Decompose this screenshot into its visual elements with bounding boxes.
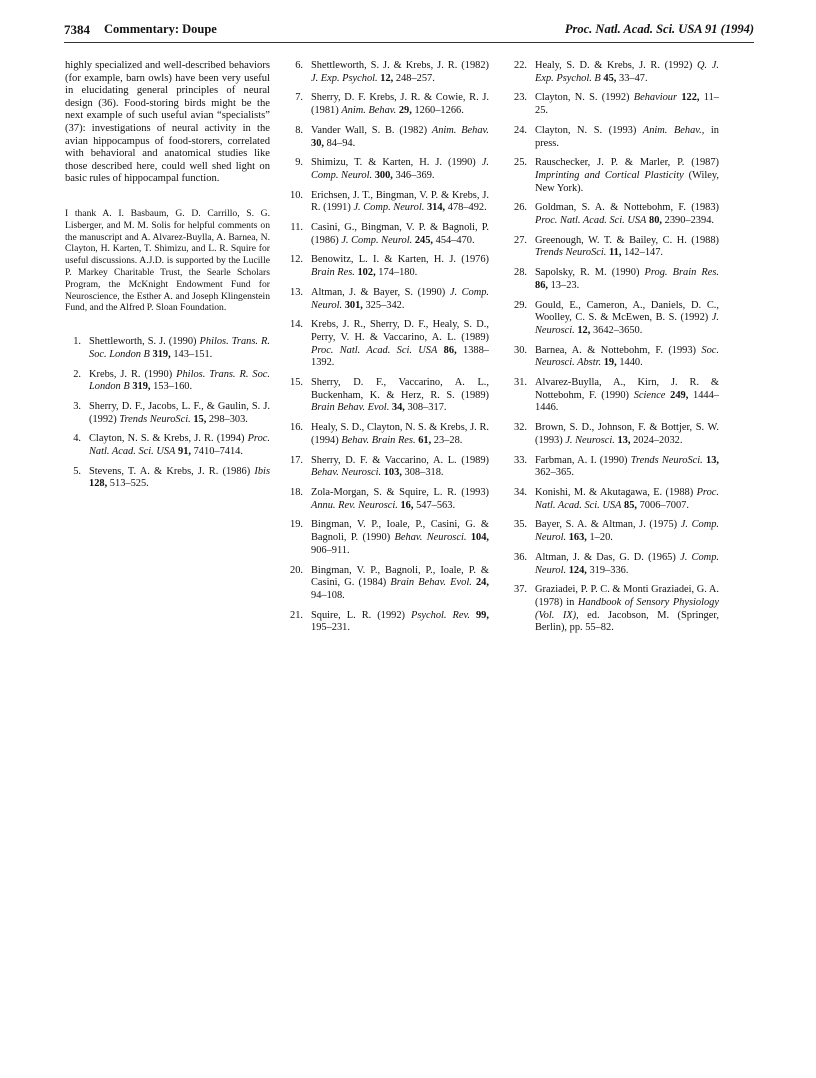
reference-pages: 1440. xyxy=(619,357,643,369)
reference-volume: 102, xyxy=(357,267,376,279)
reference-journal: Proc. Natl. Acad. Sci. USA xyxy=(535,486,719,511)
reference-authors: Krebs, J. R., Sherry, D. F., Healy, S. D., Perry, V. H. & Vaccarino, A. L. (1989) xyxy=(311,319,489,343)
reference-pages: 325–342. xyxy=(365,299,405,311)
reference-number: 10. xyxy=(290,189,303,201)
reference-item xyxy=(511,584,719,635)
reference-volume: 301, xyxy=(344,299,363,311)
reference-item xyxy=(287,610,489,635)
reference-item xyxy=(287,319,489,370)
reference-pages: 1260–1266. xyxy=(414,105,464,117)
reference-pages: 308–317. xyxy=(407,402,447,414)
reference-journal: Anim. Behav., xyxy=(642,124,705,136)
reference-authors: Barnea, A. & Nottebohm, F. (1993) xyxy=(535,344,697,356)
reference-item xyxy=(287,254,489,279)
column-1 xyxy=(65,60,270,498)
reference-volume: 91, xyxy=(178,446,191,458)
reference-authors: Bayer, S. A. & Altman, J. (1975) xyxy=(535,519,678,531)
reference-authors: Clayton, N. S. (1992) xyxy=(535,92,630,104)
reference-pages: (Wiley, New York). xyxy=(535,169,719,194)
reference-volume: 16, xyxy=(400,499,414,511)
reference-journal: Imprinting and Cortical Plasticity xyxy=(535,169,684,181)
page-number: 7384 xyxy=(64,22,90,37)
reference-number: 21. xyxy=(290,609,303,621)
reference-pages: 1444–1446. xyxy=(535,389,719,414)
reference-journal: Proc. Natl. Acad. Sci. USA xyxy=(535,215,647,227)
reference-item xyxy=(287,92,489,117)
reference-volume: 124, xyxy=(568,564,587,576)
reference-pages: 547–563. xyxy=(416,499,456,511)
reference-journal: J. Comp. Neurol. xyxy=(535,551,719,576)
reference-authors: Sherry, D. F., Jacobs, L. F., & Gaulin, S. J. (1992) xyxy=(89,400,270,425)
reference-pages: 195–231. xyxy=(311,622,350,634)
reference-item xyxy=(65,336,270,361)
reference-authors: Zola-Morgan, S. & Squire, L. R. (1993) xyxy=(311,486,489,498)
reference-item xyxy=(511,345,719,370)
reference-volume: 13, xyxy=(617,434,631,446)
reference-number: 29. xyxy=(514,299,527,311)
reference-number: 23. xyxy=(514,92,527,104)
reference-journal: Trends NeuroSci. xyxy=(119,413,191,425)
reference-pages: 143–151. xyxy=(173,348,213,360)
reference-volume: 15, xyxy=(193,413,207,425)
reference-item xyxy=(287,190,489,215)
reference-pages: 11–25. xyxy=(535,92,719,117)
journal-citation: Proc. Natl. Acad. Sci. USA 91 (1994) xyxy=(564,22,754,36)
reference-pages: 1388–1392. xyxy=(311,344,489,369)
reference-authors: Konishi, M. & Akutagawa, E. (1988) xyxy=(535,486,694,498)
reference-volume: 163, xyxy=(568,532,587,544)
reference-item xyxy=(287,125,489,150)
reference-volume: 103, xyxy=(383,467,402,479)
reference-authors: Graziadei, P. P. C. & Monti Graziadei, G. A. (1978) in xyxy=(535,584,719,608)
reference-journal: Proc. Natl. Acad. Sci. USA xyxy=(311,344,438,356)
reference-journal: J. Comp. Neurol. xyxy=(311,157,489,181)
reference-item xyxy=(511,519,719,544)
reference-volume: 24, xyxy=(475,577,489,589)
reference-pages: 248–257. xyxy=(395,72,435,84)
reference-pages: 153–160. xyxy=(153,381,193,393)
reference-journal: Science xyxy=(633,389,666,401)
reference-pages: 33–47. xyxy=(619,72,648,84)
reference-authors: Sherry, D. F. & Vaccarino, A. L. (1989) xyxy=(311,454,489,466)
reference-journal: J. Comp. Neurol. xyxy=(535,519,719,544)
reference-journal: J. Comp. Neurol. xyxy=(341,234,413,246)
reference-item xyxy=(287,487,489,512)
reference-volume: 29, xyxy=(398,105,412,117)
reference-item xyxy=(511,377,719,415)
reference-volume: 319, xyxy=(132,381,151,393)
reference-pages: 3642–3650. xyxy=(592,324,643,336)
reference-authors: Sherry, D. F., Vaccarino, A. L., Buckenham, K. & Herz, R. S. (1989) xyxy=(311,377,489,401)
page-header xyxy=(64,22,754,43)
reference-number: 3. xyxy=(73,400,81,412)
reference-journal: J. Exp. Psychol. xyxy=(311,72,378,84)
reference-authors: Healy, S. D. & Krebs, J. R. (1992) xyxy=(535,60,693,71)
reference-pages: 2390–2394. xyxy=(664,215,714,227)
reference-authors: Shimizu, T. & Karten, H. J. (1990) xyxy=(311,157,476,169)
reference-volume: 12, xyxy=(380,72,394,84)
reference-journal: Soc. Neurosci. Abstr. xyxy=(535,344,719,369)
reference-item xyxy=(65,401,270,426)
reference-authors: Bingman, V. P., Ioale, P., Casini, G. & Bagnoli, P. (1990) xyxy=(311,519,489,544)
reference-journal: Trends NeuroSci. xyxy=(535,247,607,259)
reference-number: 15. xyxy=(290,377,303,389)
reference-authors: Rauschecker, J. P. & Marler, P. (1987) xyxy=(535,157,719,169)
reference-volume: 319, xyxy=(152,348,171,360)
reference-pages: 7006–7007. xyxy=(639,499,689,511)
reference-item xyxy=(511,267,719,292)
reference-authors: Alvarez-Buylla, A., Kirn, J. R. & Nottebohm, F. (1990) xyxy=(535,377,719,401)
reference-authors: Brown, S. D., Johnson, F. & Bottjer, S. W. (1993) xyxy=(535,422,719,446)
reference-authors: Benowitz, L. I. & Karten, H. J. (1976) xyxy=(311,254,489,266)
reference-volume: 99, xyxy=(475,609,489,621)
reference-journal: Proc. Natl. Acad. Sci. USA xyxy=(89,433,270,458)
reference-journal: Philos. Trans. R. Soc. London B xyxy=(89,336,270,360)
reference-item xyxy=(287,60,489,85)
reference-item xyxy=(287,519,489,557)
reference-journal: Ibis xyxy=(254,465,270,477)
reference-authors: Squire, L. R. (1992) xyxy=(311,609,405,621)
reference-number: 34. xyxy=(514,486,527,498)
reference-volume: 86, xyxy=(443,344,457,356)
reference-number: 37. xyxy=(514,584,527,596)
reference-journal: Philos. Trans. R. Soc. London B xyxy=(89,368,270,393)
reference-volume: 34, xyxy=(391,402,405,414)
reference-pages: 513–525. xyxy=(109,478,149,490)
reference-number: 12. xyxy=(290,254,303,266)
reference-authors: Goldman, S. A. & Nottebohm, F. (1983) xyxy=(535,202,719,214)
reference-journal: Prog. Brain Res. xyxy=(644,267,719,279)
reference-journal: Brain Res. xyxy=(311,267,355,279)
reference-journal: Psychol. Rev. xyxy=(411,609,470,621)
reference-journal: Brain Behav. Evol. xyxy=(311,402,390,414)
reference-authors: Greenough, W. T. & Bailey, C. H. (1988) xyxy=(535,234,719,246)
reference-volume: 30, xyxy=(311,137,324,149)
reference-number: 4. xyxy=(73,433,81,445)
reference-pages: 94–108. xyxy=(311,589,345,601)
reference-number: 28. xyxy=(514,267,527,279)
reference-item xyxy=(287,377,489,415)
column-2 xyxy=(287,60,489,642)
reference-item xyxy=(511,202,719,227)
reference-item xyxy=(287,455,489,480)
reference-volume: 85, xyxy=(624,499,637,511)
reference-volume: 128, xyxy=(89,478,108,490)
reference-number: 32. xyxy=(514,422,527,434)
reference-volume: 45, xyxy=(603,72,617,84)
reference-journal: Behaviour xyxy=(633,92,678,104)
reference-item xyxy=(65,369,270,394)
reference-item xyxy=(287,422,489,447)
reference-number: 33. xyxy=(514,454,527,466)
reference-item xyxy=(511,235,719,260)
reference-number: 5. xyxy=(73,465,81,477)
reference-number: 26. xyxy=(514,202,527,214)
reference-authors: Stevens, T. A. & Krebs, J. R. (1986) xyxy=(89,465,251,477)
reference-volume: 314, xyxy=(426,202,446,214)
reference-authors: Clayton, N. S. & Krebs, J. R. (1994) xyxy=(89,433,245,445)
reference-journal: Brain Behav. Evol. xyxy=(390,577,472,589)
reference-number: 27. xyxy=(514,234,527,246)
reference-authors: Casini, G., Bingman, V. P. & Bagnoli, P. (1986) xyxy=(311,222,489,246)
reference-volume: 11, xyxy=(609,247,622,259)
reference-journal: J. Neurosci. xyxy=(535,312,719,336)
reference-pages: 174–180. xyxy=(378,267,418,279)
reference-number: 8. xyxy=(295,124,303,136)
reference-authors: Bingman, V. P., Bagnoli, P., Ioale, P. & Casini, G. (1984) xyxy=(311,564,489,589)
reference-journal: J. Neurosci. xyxy=(565,434,615,446)
reference-volume: 19, xyxy=(603,357,617,369)
reference-journal: Handbook of Sensory Physiology (Vol. IX), xyxy=(535,596,719,621)
reference-item xyxy=(511,125,719,150)
reference-number: 20. xyxy=(290,564,303,576)
reference-authors: Altman, J. & Das, G. D. (1965) xyxy=(535,551,676,563)
reference-number: 18. xyxy=(290,486,303,498)
reference-number: 14. xyxy=(290,319,303,331)
reference-journal: Trends NeuroSci. xyxy=(630,454,703,466)
reference-authors: Sherry, D. F. Krebs, J. R. & Cowie, R. J. (1981) xyxy=(311,92,489,117)
reference-journal: Behav. Brain Res. xyxy=(341,434,416,446)
reference-item xyxy=(511,157,719,195)
reference-journal: Anim. Behav. xyxy=(341,105,397,117)
reference-pages: 308–318. xyxy=(404,467,444,479)
reference-pages: 346–369. xyxy=(395,169,435,181)
reference-authors: Krebs, J. R. (1990) xyxy=(89,368,173,380)
reference-item xyxy=(511,487,719,512)
reference-pages: 23–28. xyxy=(433,434,463,446)
reference-item xyxy=(287,157,489,182)
reference-volume: 12, xyxy=(577,324,591,336)
reference-volume: 61, xyxy=(418,434,432,446)
reference-journal: Q. J. Exp. Psychol. B xyxy=(535,60,719,84)
reference-authors: Healy, S. D., Clayton, N. S. & Krebs, J. R. (1994) xyxy=(311,422,489,446)
reference-pages: 1–20. xyxy=(589,532,613,544)
reference-authors: Shettleworth, S. J. (1990) xyxy=(89,336,197,348)
reference-volume: 122, xyxy=(681,92,700,104)
reference-item xyxy=(65,433,270,458)
reference-item xyxy=(287,287,489,312)
column-3 xyxy=(511,60,719,642)
reference-number: 7. xyxy=(295,92,303,104)
reference-journal: Behav. Neurosci. xyxy=(394,532,467,544)
reference-journal: J. Comp. Neurol. xyxy=(353,202,425,214)
reference-number: 11. xyxy=(290,222,303,234)
reference-pages: 478–492. xyxy=(447,202,487,214)
reference-pages: 13–23. xyxy=(550,279,580,291)
acknowledgment: I thank A. I. Basbaum, G. D. Carrillo, S. G. Lisberger, and M. M. Solis for helpful comments on the manuscript and A. Alvarez-Buylla, A. Barnea, N. Clayton, H. Karten, T. Shimizu, and L. R. Squire for useful discussions. A.J.D. is supported by the Lucille P. Markey Charitable Trust, the Searle Scholars Program, the McKnight Endowment Fund for Neuroscience, the Esther A. and Joseph Klingenstein Fund, and the Alfred P. Sloan Foundation. xyxy=(65,207,270,314)
reference-authors: Farbman, A. I. (1990) xyxy=(535,454,628,466)
reference-number: 1. xyxy=(73,336,81,348)
reference-pages: 7410–7414. xyxy=(193,446,243,458)
reference-authors: Altman, J. & Bayer, S. (1990) xyxy=(311,286,446,298)
reference-item xyxy=(511,552,719,577)
reference-number: 35. xyxy=(514,519,527,531)
body-paragraph: highly specialized and well-described behaviors (for example, barn owls) have been very useful in elucidating general principles of neural design (36). Food-storing birds might be the next example of such useful avian “specialists” (37): investigations of neural activity in the avian hippocampus of food-storers, correlated with behavioral and anatomical studies like those described here, could well shed light on basic rules of hippocampal function. xyxy=(65,60,270,185)
reference-volume: 86, xyxy=(535,279,548,291)
reference-authors: Sapolsky, R. M. (1990) xyxy=(535,267,640,279)
reference-volume: 104, xyxy=(470,532,489,544)
reference-pages: in press. xyxy=(535,124,719,149)
reference-pages: ed. Jacobson, M. (Springer, Berlin), pp. 55–82. xyxy=(535,609,719,634)
reference-journal: Anim. Behav. xyxy=(431,124,489,136)
reference-number: 25. xyxy=(514,157,527,169)
reference-authors: Shettleworth, S. J. & Krebs, J. R. (1982) xyxy=(311,60,489,71)
reference-journal: J. Comp. Neurol. xyxy=(311,286,490,311)
reference-item xyxy=(511,300,719,338)
reference-journal: Behav. Neurosci. xyxy=(311,467,382,479)
reference-pages: 319–336. xyxy=(589,564,629,576)
reference-authors: Gould, E., Cameron, A., Daniels, D. C., Woolley, C. S. & McEwen, B. S. (1992) xyxy=(535,299,719,324)
reference-number: 31. xyxy=(514,377,527,389)
reference-number: 24. xyxy=(514,124,527,136)
reference-volume: 245, xyxy=(414,234,434,246)
reference-item xyxy=(511,455,719,480)
reference-pages: 142–147. xyxy=(624,247,663,259)
reference-number: 13. xyxy=(290,286,303,298)
reference-authors: Erichsen, J. T., Bingman, V. P. & Krebs, J. R. (1991) xyxy=(311,189,489,214)
reference-pages: 84–94. xyxy=(326,137,356,149)
reference-volume: 80, xyxy=(649,215,663,227)
reference-number: 2. xyxy=(73,368,81,380)
article-section-title: Commentary: Doupe xyxy=(104,22,217,36)
reference-number: 36. xyxy=(514,551,527,563)
reference-item xyxy=(511,60,719,85)
reference-pages: 362–365. xyxy=(535,467,574,479)
reference-number: 9. xyxy=(295,157,303,169)
reference-number: 17. xyxy=(290,454,303,466)
reference-number: 6. xyxy=(295,60,303,71)
reference-number: 16. xyxy=(290,422,303,434)
reference-list-1 xyxy=(65,336,270,491)
reference-volume: 13, xyxy=(706,454,719,466)
reference-item xyxy=(287,565,489,603)
reference-pages: 906–911. xyxy=(311,544,350,556)
reference-journal: Annu. Rev. Neurosci. xyxy=(311,499,398,511)
reference-pages: 2024–2032. xyxy=(633,434,683,446)
reference-authors: Clayton, N. S. (1993) xyxy=(535,124,637,136)
reference-volume: 300, xyxy=(374,169,393,181)
reference-pages: 454–470. xyxy=(435,234,475,246)
reference-pages: 298–303. xyxy=(208,413,248,425)
reference-item xyxy=(511,92,719,117)
reference-number: 30. xyxy=(514,344,527,356)
reference-volume: 249, xyxy=(670,389,689,401)
reference-item xyxy=(65,466,270,491)
reference-number: 22. xyxy=(514,60,527,71)
reference-number: 19. xyxy=(290,519,303,531)
reference-item xyxy=(511,422,719,447)
reference-item xyxy=(287,222,489,247)
reference-authors: Vander Wall, S. B. (1982) xyxy=(311,124,428,136)
